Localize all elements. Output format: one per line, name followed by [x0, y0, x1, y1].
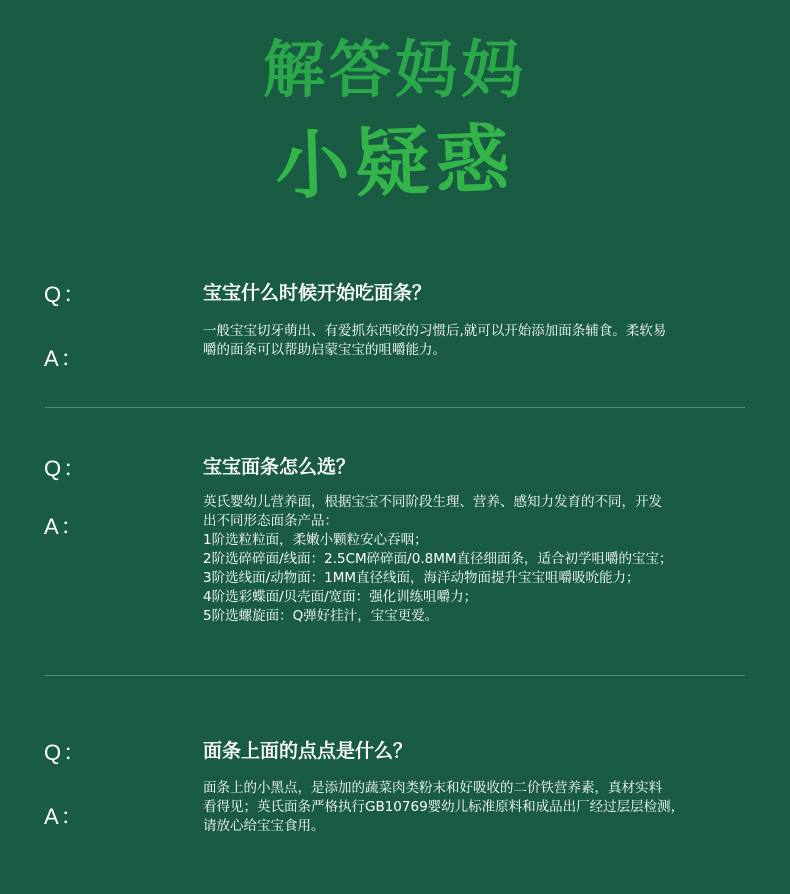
answer-label: A： [44, 514, 85, 539]
header [0, 0, 790, 220]
question-label: Q： [44, 456, 88, 481]
divider [45, 675, 745, 676]
answer-line: 2阶选碎碎面/线面：2.5CM碎碎面/0.8MM直径细面条，适合初学咀嚼的宝宝； [203, 551, 673, 567]
answer-label: A： [44, 804, 85, 829]
question-label: Q： [44, 740, 88, 765]
answer-line: 4阶选彩蝶面/贝壳面/宽面：强化训练咀嚼力； [203, 589, 478, 605]
question-text: 面条上面的点点是什么？ [203, 740, 413, 762]
answer-line: 5阶选螺旋面：Q弹好挂汁，宝宝更爱。 [203, 608, 439, 624]
answer-line: 一般宝宝切牙萌出、有爱抓东西咬的习惯后,就可以开始添加面条辅食。柔软易 [203, 323, 667, 339]
page-subtitle: 小疑惑 [273, 115, 517, 211]
answer-line: 3阶选线面/动物面：1MM直径线面，海洋动物面提升宝宝咀嚼吸吮能力； [203, 570, 640, 586]
answer-text [203, 779, 748, 836]
answer-line: 1阶选粒粒面，柔嫩小颗粒安心吞咽； [203, 532, 428, 548]
answer-line: 出不同形态面条产品： [203, 513, 338, 529]
divider [45, 407, 745, 408]
question-text: 宝宝什么时候开始吃面条？ [203, 282, 432, 304]
answer-text [203, 322, 748, 360]
answer-line: 请放心给宝宝食用。 [203, 818, 325, 834]
answer-text [203, 493, 748, 626]
question-text: 宝宝面条怎么选？ [203, 456, 356, 478]
answer-line: 面条上的小黑点，是添加的蔬菜肉类粉末和好吸收的二价铁营养素，真材实料 [203, 780, 662, 796]
answer-line: 英氏婴幼儿营养面，根据宝宝不同阶段生理、营养、感知力发育的不同，开发 [203, 494, 662, 510]
question-label: Q： [44, 282, 88, 307]
answer-line: 嚼的面条可以帮助启蒙宝宝的咀嚼能力。 [203, 342, 446, 358]
answer-label: A： [44, 346, 85, 371]
page-title: 解答妈妈 [262, 33, 527, 106]
answer-line: 看得见；英氏面条严格执行GB10769婴幼儿标准原料和成品出厂经过层层检测， [203, 799, 685, 815]
